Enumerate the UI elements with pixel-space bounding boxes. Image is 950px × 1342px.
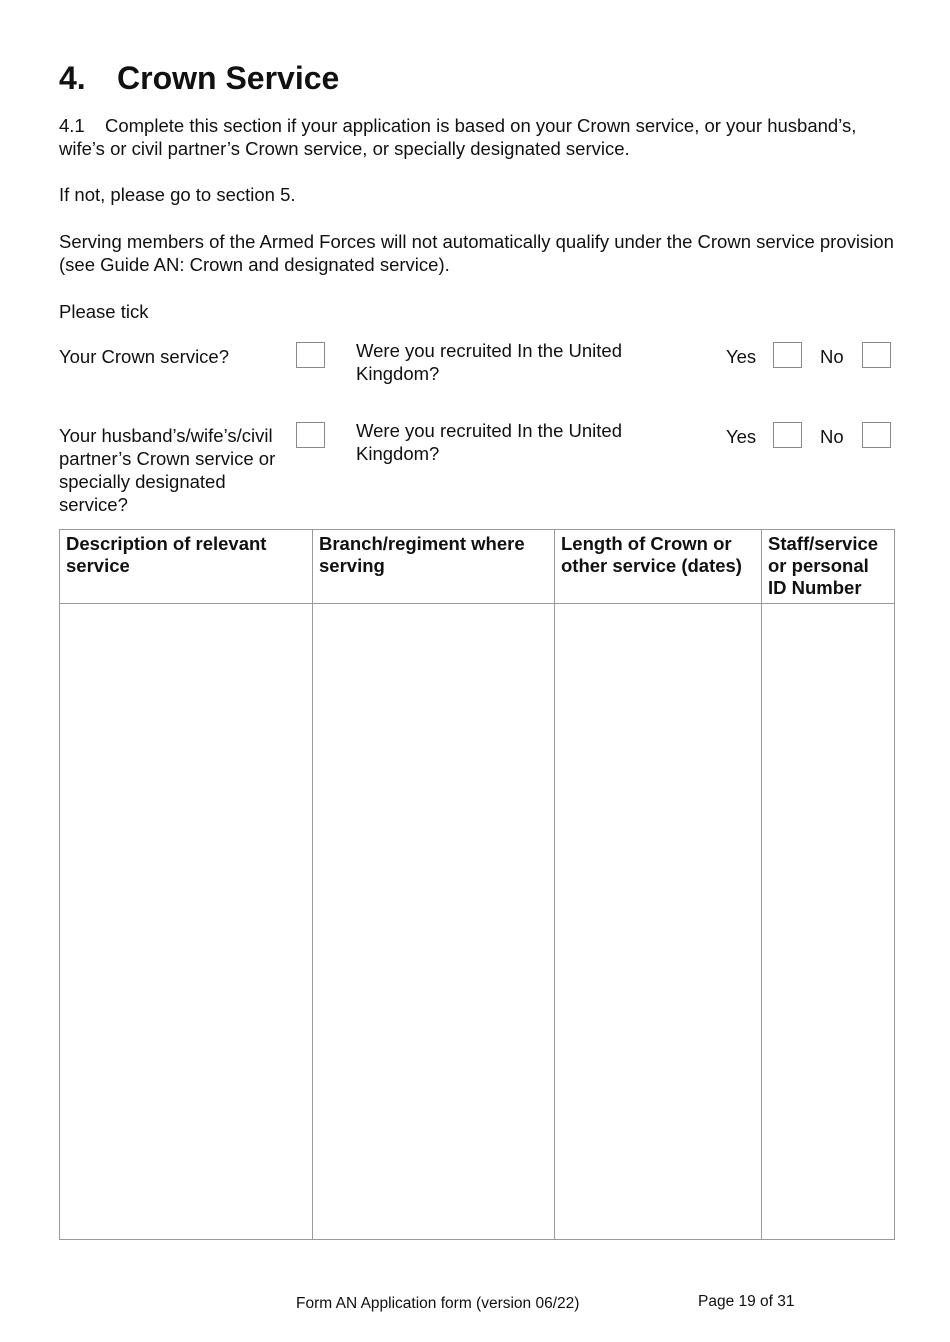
- section-title: Crown Service: [117, 60, 340, 96]
- own-recruited-yes-label: Yes: [726, 346, 757, 367]
- partner-crown-service-checkbox[interactable]: [296, 422, 325, 448]
- own-recruited-no-checkbox[interactable]: [862, 342, 891, 368]
- own-recruited-uk-question: Were you recruited In the United Kingdom?: [356, 340, 622, 384]
- intro-paragraph: [59, 114, 899, 160]
- partner-recruited-uk-question: Were you recruited In the United Kingdom?: [356, 420, 622, 464]
- column-header-id-number: Staff/service or personal ID Number: [762, 530, 895, 604]
- length-cell[interactable]: [555, 604, 762, 1240]
- section-number: 4.: [59, 60, 86, 96]
- column-header-length: Length of Crown or other service (dates): [555, 530, 762, 604]
- armed-forces-note: Serving members of the Armed Forces will not automatically qualify under the Crown service provision (see Guide AN: Crown and designated service).: [59, 231, 894, 275]
- branch-cell[interactable]: [313, 604, 555, 1240]
- partner-recruited-yes-label: Yes: [726, 426, 757, 447]
- own-recruited-no-label: No: [820, 346, 844, 367]
- partner-crown-service-label: Your husband’s/wife’s/civil partner’s Crown service or specially designated service?: [59, 425, 276, 515]
- table-row: [60, 604, 895, 1240]
- footer-page-number: Page 19 of 31: [698, 1293, 795, 1310]
- section-heading: [59, 58, 339, 98]
- id-number-cell[interactable]: [762, 604, 895, 1240]
- crown-service-table: [59, 529, 895, 1240]
- partner-recruited-no-label: No: [820, 426, 844, 447]
- intro-text: Complete this section if your application is based on your Crown service, or your husband’s, wife’s or civil partner’s Crown service, or specially designated service.: [59, 115, 857, 159]
- own-recruited-yes-checkbox[interactable]: [773, 342, 802, 368]
- table-header-row: [60, 530, 895, 604]
- partner-recruited-no-checkbox[interactable]: [862, 422, 891, 448]
- column-header-description: Description of relevant service: [60, 530, 313, 604]
- own-crown-service-checkbox[interactable]: [296, 342, 325, 368]
- footer-form-name: Form AN Application form (version 06/22): [296, 1295, 580, 1312]
- description-cell[interactable]: [60, 604, 313, 1240]
- partner-recruited-yes-checkbox[interactable]: [773, 422, 802, 448]
- column-header-branch: Branch/regiment where serving: [313, 530, 555, 604]
- please-tick-label: Please tick: [59, 301, 149, 322]
- if-not-text: If not, please go to section 5.: [59, 184, 296, 205]
- intro-number: 4.1: [59, 115, 85, 136]
- own-crown-service-label: Your Crown service?: [59, 346, 230, 367]
